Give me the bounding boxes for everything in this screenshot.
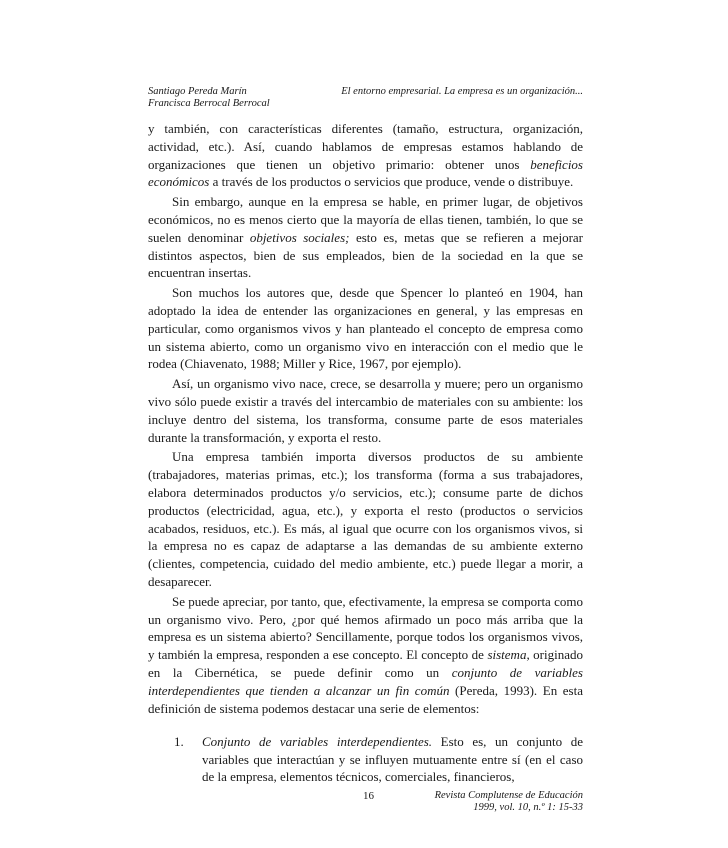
journal-citation — [435, 790, 583, 814]
paragraph — [148, 448, 583, 590]
text-run: Se puede apreciar, por tanto, que, efectivamente, la empresa se comporta como un organismo vivo. Pero, ¿por qué hemos afirmado un poco más arriba que la empresa es un sistema abierto? Sencillamente, porque todos los organismos vivos, y también la empresa, responden a ese concepto. El concepto de — [148, 593, 583, 663]
paragraph — [148, 593, 583, 718]
paragraph — [148, 120, 583, 191]
numbered-list — [148, 733, 583, 786]
emphasis-text: objetivos sociales; — [249, 229, 350, 245]
emphasis-text: Conjunto de variables interdependientes. — [202, 734, 433, 749]
text-run: Esto es, un conjunto de variables que interactúan y se influyen mutuamente entre sí (en el caso de la empresa, elementos técnicos, comerciales, financieros, — [202, 734, 583, 784]
paragraph — [148, 284, 583, 373]
text-run: Una empresa también importa diversos productos de su ambiente (trabajadores, materias primas, etc.); los transforma (forma a sus trabajadores, elabora determinados productos y/o servicios, etc.); consume parte de dichos productos (electricidad, agua, etc.), y exporta el resto (productos o servicios acabados, residuos, etc.). Es más, al igual que ocurre con los organismos vivos, si la empresa no es capaz de adaptarse a las demandas de su ambiente externo (clientes, competencia, cuidado del medio ambiente, etc.) puede llegar a morir, a desaparecer. — [148, 449, 583, 589]
author-1: Santiago Pereda Marín — [148, 86, 247, 97]
emphasis-text: beneficios económicos — [148, 156, 583, 190]
text-run: (Pereda, 1993). En esta definición de sistema podemos destacar una serie de elementos: — [148, 682, 583, 716]
text-run: originado en la Cibernética, se puede definir como un — [148, 647, 584, 680]
text-run: esto es, metas que se refieren a mejorar distintos aspectos, bien de sus empleados, bien de la sociedad en la que se encuentran insertas. — [148, 229, 584, 281]
journal-name: Revista Complutense de Educación — [434, 790, 583, 801]
paragraph — [148, 375, 583, 446]
text-run: Sin embargo, aunque en la empresa se hable, en primer lugar, de objetivos económicos, no es menos cierto que la mayoría de ellas tienen, también, lo que se suelen denominar — [148, 194, 583, 245]
page-number: 16 — [363, 790, 374, 802]
text-run: a través de los productos o servicios que produce, vende o distribuye. — [209, 174, 574, 190]
text-run: y también, con características diferentes (tamaño, estructura, organización, actividad, etc.). Así, cuando hablamos de empresas estamos hablando de organizaciones que tienen un objetivo primario: obtener unos — [148, 121, 583, 172]
header-authors — [148, 86, 270, 110]
emphasis-text: conjunto de variables interdependientes que tienden a alcanzar un fin común — [148, 664, 583, 698]
list-item-number: 1. — [174, 734, 184, 749]
paragraph — [148, 193, 583, 282]
body-text — [148, 120, 583, 719]
list-item-text — [202, 733, 583, 786]
list-item — [148, 733, 583, 786]
text-run: Son muchos los autores que, desde que Spencer lo planteó en 1904, han adoptado la idea de entender las organizaciones en general, y las empresas en particular, como organismos vivos y han planteado el concepto de empresa como un sistema abierto, como un organismo vivo en interacción con el medio que le rodea (Chiavenato, 1988; Miller y Rice, 1967, por ejemplo). — [148, 285, 583, 372]
text-run: Así, un organismo vivo nace, crece, se desarrolla y muere; pero un organismo vivo sólo puede existir a través del intercambio de materiales con su ambiente: los incluye dentro del sistema, los transforma, consume parte de esos materiales durante la transformación, y exporta el resto. — [148, 376, 583, 445]
emphasis-text: sistema, — [487, 647, 530, 663]
author-2: Francisca Berrocal Berrocal — [148, 98, 270, 109]
running-title: El entorno empresarial. La empresa es un organización... — [341, 86, 583, 97]
journal-volume: 1999, vol. 10, n.º 1: 15-33 — [473, 802, 583, 813]
